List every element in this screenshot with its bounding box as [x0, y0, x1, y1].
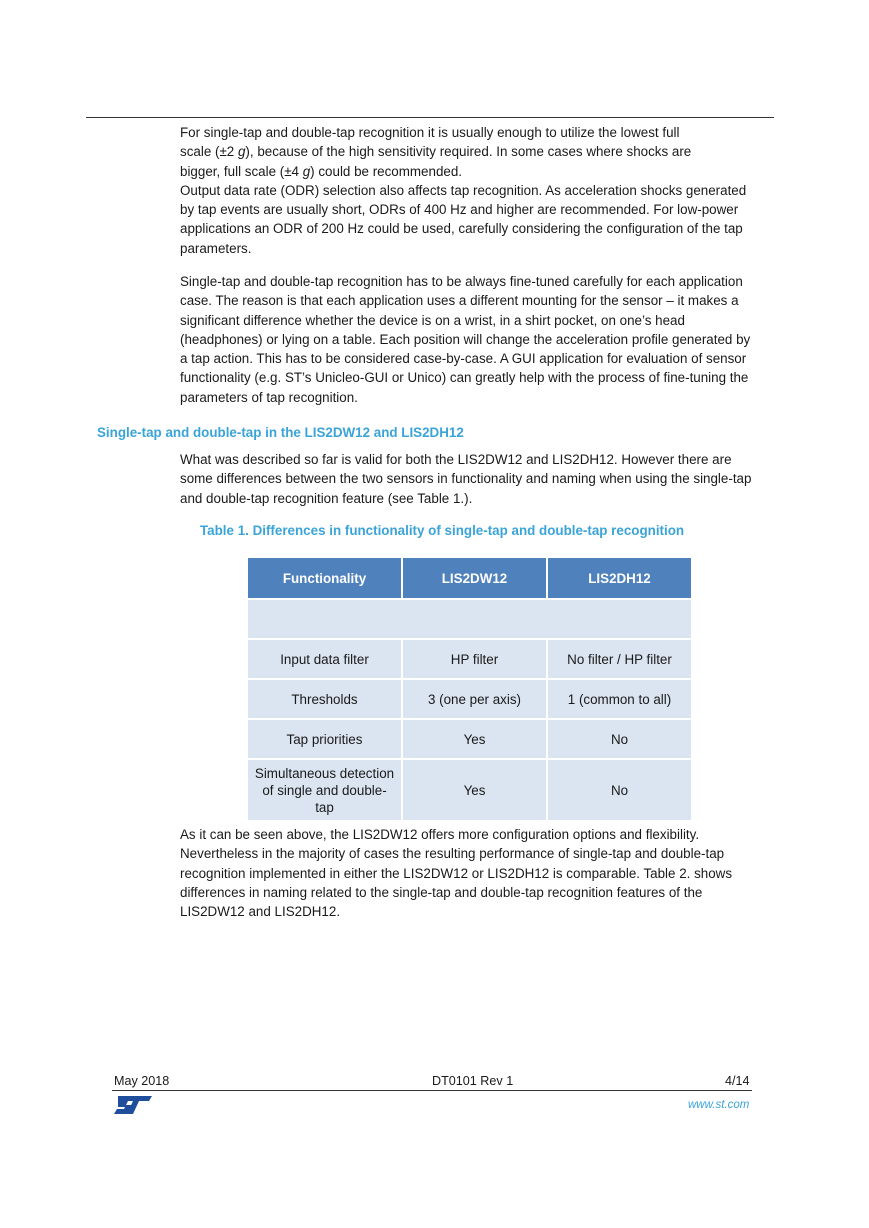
table-cell: Input data filter	[248, 640, 401, 678]
table-cell: HP filter	[403, 640, 546, 678]
table-caption: Table 1. Differences in functionality of single-tap and double-tap recognition	[200, 523, 685, 538]
odr-text: Output data rate (ODR) selection also affects tap recognition. As acceleration shocks generated by tap events are usually short, ODRs of 400 Hz and higher are recommended. For low-power applications an ODR of 200 Hz could be used, carefully considering the configuration of the tap parameters.	[180, 182, 747, 256]
footer-page-number: 4/14	[725, 1074, 750, 1088]
table-header-cell: Functionality	[248, 558, 401, 598]
finetune-text: Single-tap and double-tap recognition has to be always fine-tuned carefully for each application case. The reason is that each application uses a different mounting for the sensor – it makes a significant difference whether the device is on a wrist, in a shirt pocket, on one’s head (headphones) or lying on a table. Each position will change the acceleration profile generated by a tap action. This has to be considered case-by-case. A GUI application for evaluation of sensor functionality (e.g. ST’s Unicleo-GUI or Unico) can greatly help with the process of fine-tuning the parameters of tap recognition.	[180, 274, 751, 405]
table-cell: Yes	[403, 720, 546, 758]
intro-paragraph	[180, 123, 756, 258]
fullscale-text: For single-tap and double-tap recognition it is usually enough to utilize the lowest full scale (±2 g), because of the high sensitivity required. In some cases where shocks are bigger, full scale (±4 g) could be recommended.	[180, 125, 692, 179]
table-row	[248, 720, 691, 758]
table-header-cell: LIS2DW12	[403, 558, 546, 598]
table-header-row	[248, 558, 691, 598]
table-cell: Yes	[403, 760, 546, 820]
finetune-paragraph	[180, 272, 756, 407]
table-row	[248, 640, 691, 678]
st-logo-icon	[112, 1094, 154, 1116]
table-cell: Thresholds	[248, 680, 401, 718]
table-row	[248, 760, 691, 820]
conclusion-paragraph	[180, 825, 756, 921]
footer-date: May 2018	[114, 1074, 170, 1088]
comparison-text: What was described so far is valid for both the LIS2DW12 and LIS2DH12. However there are some differences between the two sensors in functionality and naming when using the single-tap and double-tap recognition feature (see Table 1.).	[180, 452, 752, 506]
footer-rule	[112, 1090, 752, 1091]
table-cell: No	[548, 720, 691, 758]
conclusion-text: As it can be seen above, the LIS2DW12 offers more configuration options and flexibility. Nevertheless in the majority of cases the resulting performance of single-tap and double-tap recognition implemented in either the LIS2DW12 or LIS2DH12 is comparable. Table 2. shows differences in naming related to the single-tap and double-tap recognition features of the LIS2DW12 and LIS2DH12.	[180, 827, 733, 920]
table-cell: 3 (one per axis)	[403, 680, 546, 718]
header-rule	[86, 117, 774, 118]
table-cell: Simultaneous detection of single and double-tap	[248, 760, 401, 820]
footer-doc-id: DT0101 Rev 1	[432, 1074, 514, 1088]
footer-url-link[interactable]: www.st.com	[688, 1099, 750, 1111]
table-cell: 1 (common to all)	[548, 680, 691, 718]
table-row	[248, 680, 691, 718]
differences-table	[246, 556, 693, 822]
table-header-cell: LIS2DH12	[548, 558, 691, 598]
comparison-paragraph	[180, 450, 756, 508]
section-heading: Single-tap and double-tap in the LIS2DW12 and LIS2DH12	[97, 425, 464, 440]
table-cell: No	[548, 760, 691, 820]
table-cell: Tap priorities	[248, 720, 401, 758]
table-cell: No filter / HP filter	[548, 640, 691, 678]
